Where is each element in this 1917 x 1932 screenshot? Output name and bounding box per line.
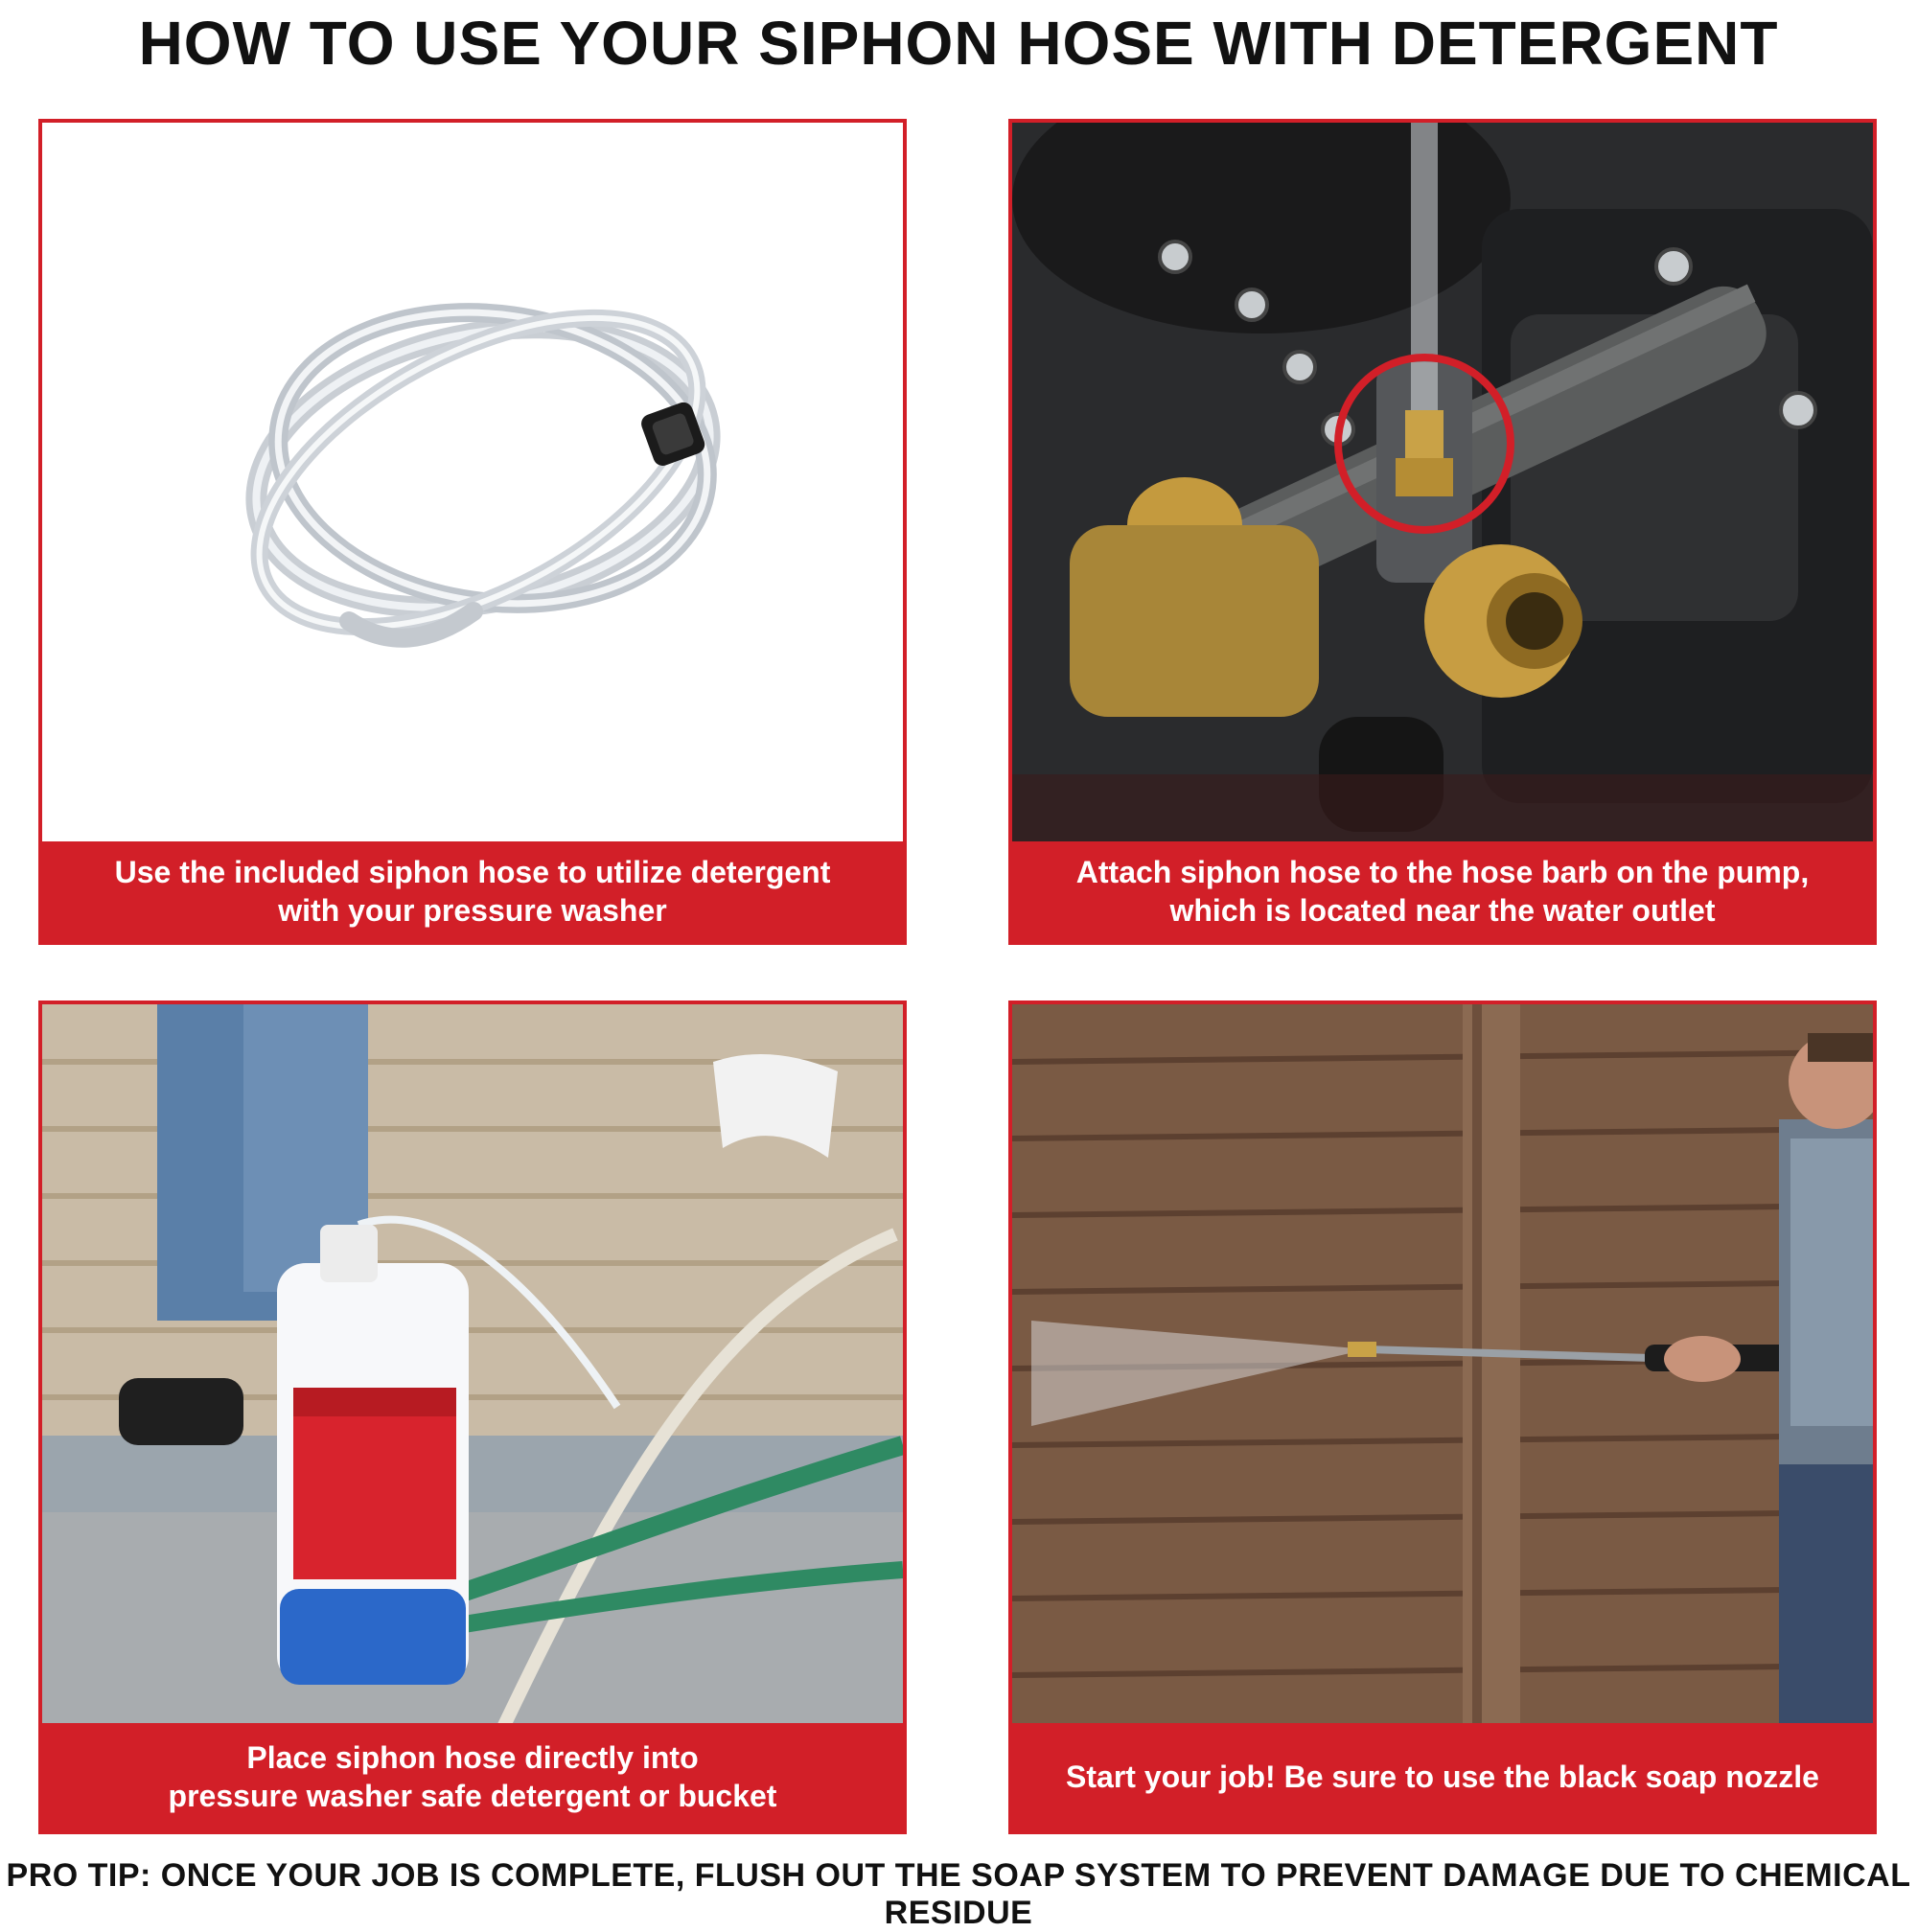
step-panel-4 — [1008, 1000, 1877, 1834]
pro-tip-footer: PRO TIP: ONCE YOUR JOB IS COMPLETE, FLUSH OUT THE SOAP SYSTEM TO PREVENT DAMAGE DUE TO CHEMICAL RESIDUE — [6, 1857, 1911, 1931]
caption-line: which is located near the water outlet — [1169, 893, 1716, 928]
caption-line: Place siphon hose directly into — [246, 1740, 699, 1775]
pump-hose-barb-image — [1012, 123, 1873, 841]
caption-line: Use the included siphon hose to utilize detergent — [114, 855, 831, 889]
step-caption-1 — [42, 841, 903, 941]
caption-line: Start your job! Be sure to use the black soap nozzle — [1066, 1760, 1819, 1794]
siphon-hose-image — [42, 123, 903, 841]
step-panel-1 — [38, 119, 907, 945]
caption-line: pressure washer safe detergent or bucket — [168, 1779, 777, 1813]
step-panel-3 — [38, 1000, 907, 1834]
step-caption-3 — [42, 1723, 903, 1830]
page-title: HOW TO USE YOUR SIPHON HOSE WITH DETERGENT — [138, 9, 1779, 78]
step-caption-2 — [1012, 841, 1873, 941]
fence-spraying-image — [1012, 1004, 1873, 1723]
detergent-jug-image — [42, 1004, 903, 1723]
step-caption-4 — [1012, 1723, 1873, 1830]
caption-line: with your pressure washer — [278, 893, 667, 928]
caption-line: Attach siphon hose to the hose barb on the pump, — [1075, 855, 1810, 889]
step-panel-2 — [1008, 119, 1877, 945]
